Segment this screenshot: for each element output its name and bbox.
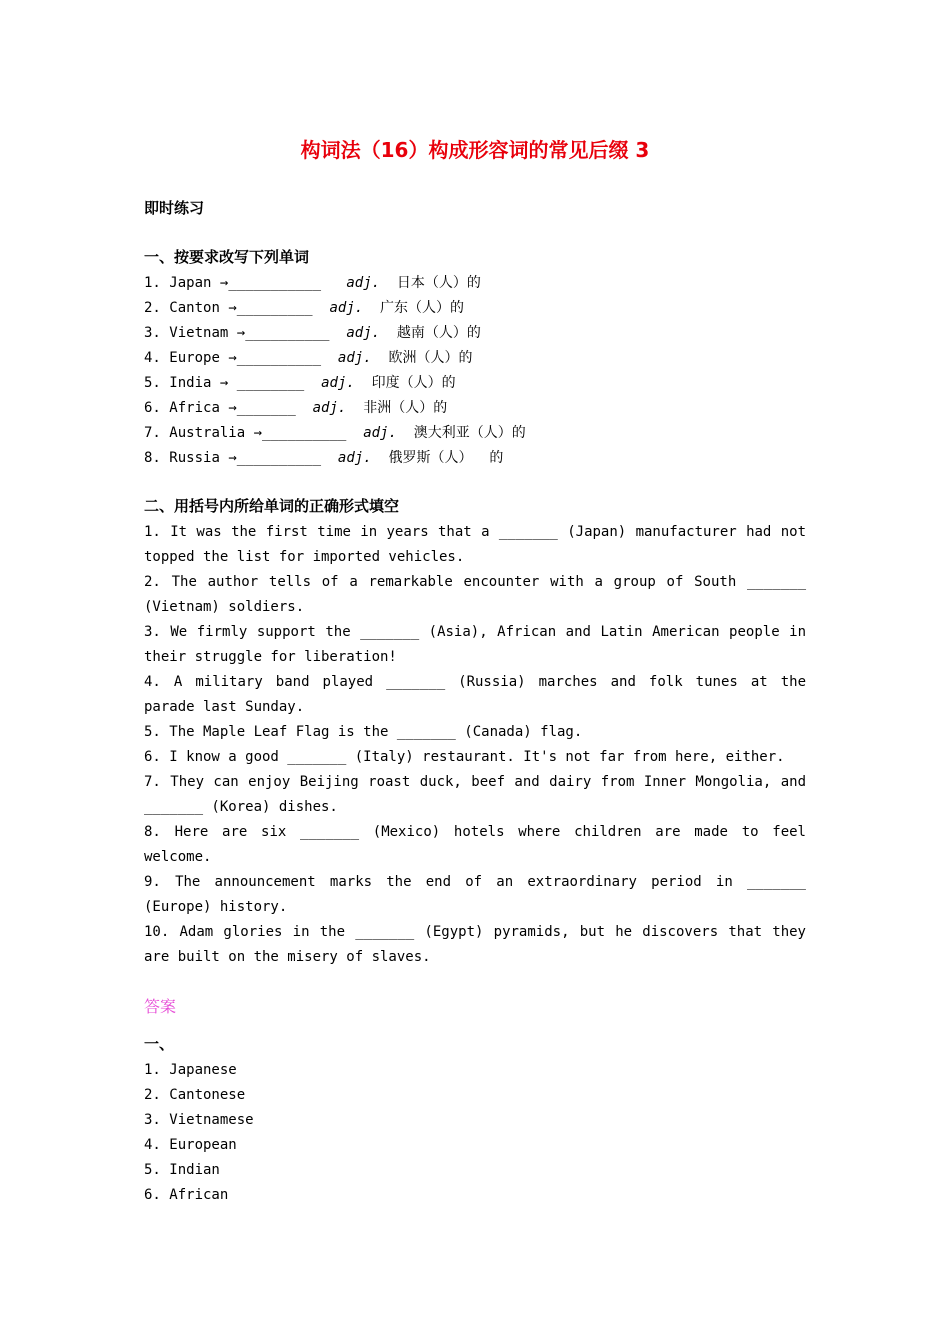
answer-item: 6. African	[144, 1187, 229, 1203]
part1-exercise-list	[144, 271, 824, 471]
document-title: 构词法（16）构成形容词的常见后缀 3	[300, 138, 650, 162]
answer-list	[144, 1058, 254, 1208]
fill-item: 3. We firmly support the _______ (Asia), African and Latin American people in their struggle for liberation!	[144, 624, 806, 665]
exercise-row: 6. Africa →_______ adj. 非洲（人）的	[144, 400, 448, 416]
exercise-row: 5. India → ________ adj. 印度（人）的	[144, 375, 456, 391]
answer-item: 1. Japanese	[144, 1062, 237, 1078]
answer-part1-label: 一、	[144, 1035, 175, 1053]
exercise-row: 7. Australia →__________ adj. 澳大利亚（人）的	[144, 425, 526, 441]
answer-item: 4. European	[144, 1137, 237, 1153]
part2-fill-list	[144, 520, 806, 970]
answer-item: 3. Vietnamese	[144, 1112, 254, 1128]
exercise-row: 4. Europe →__________ adj. 欧洲（人）的	[144, 350, 473, 366]
fill-item: 8. Here are six _______ (Mexico) hotels where children are made to feel welcome.	[144, 824, 806, 865]
part2-heading: 二、用括号内所给单词的正确形式填空	[144, 497, 400, 515]
section-label: 即时练习	[144, 199, 205, 217]
fill-item: 4. A military band played _______ (Russia) marches and folk tunes at the parade last Sunday.	[144, 674, 806, 715]
answer-label: 答案	[144, 997, 177, 1016]
answer-item: 2. Cantonese	[144, 1087, 246, 1103]
fill-item: 1. It was the first time in years that a _______ (Japan) manufacturer had not topped the list for imported vehicles.	[144, 524, 806, 565]
part1-heading: 一、按要求改写下列单词	[144, 248, 310, 266]
fill-item: 5. The Maple Leaf Flag is the _______ (Canada) flag.	[144, 724, 583, 740]
fill-item: 7. They can enjoy Beijing roast duck, beef and dairy from Inner Mongolia, and _______ (Korea) dishes.	[144, 774, 806, 815]
exercise-row: 2. Canton →_________ adj. 广东（人）的	[144, 300, 465, 316]
answer-item: 5. Indian	[144, 1162, 220, 1178]
fill-item: 10. Adam glories in the _______ (Egypt) pyramids, but he discovers that they are built on the misery of slaves.	[144, 924, 806, 965]
fill-item: 2. The author tells of a remarkable encounter with a group of South _______ (Vietnam) soldiers.	[144, 574, 806, 615]
exercise-row: 8. Russia →__________ adj. 俄罗斯（人） 的	[144, 450, 504, 466]
fill-item: 6. I know a good _______ (Italy) restaurant. It's not far from here, either.	[144, 749, 785, 765]
fill-item: 9. The announcement marks the end of an extraordinary period in _______ (Europe) history.	[144, 874, 806, 915]
exercise-row: 3. Vietnam →__________ adj. 越南（人）的	[144, 325, 481, 341]
exercise-row: 1. Japan →___________ adj. 日本（人）的	[144, 275, 481, 291]
